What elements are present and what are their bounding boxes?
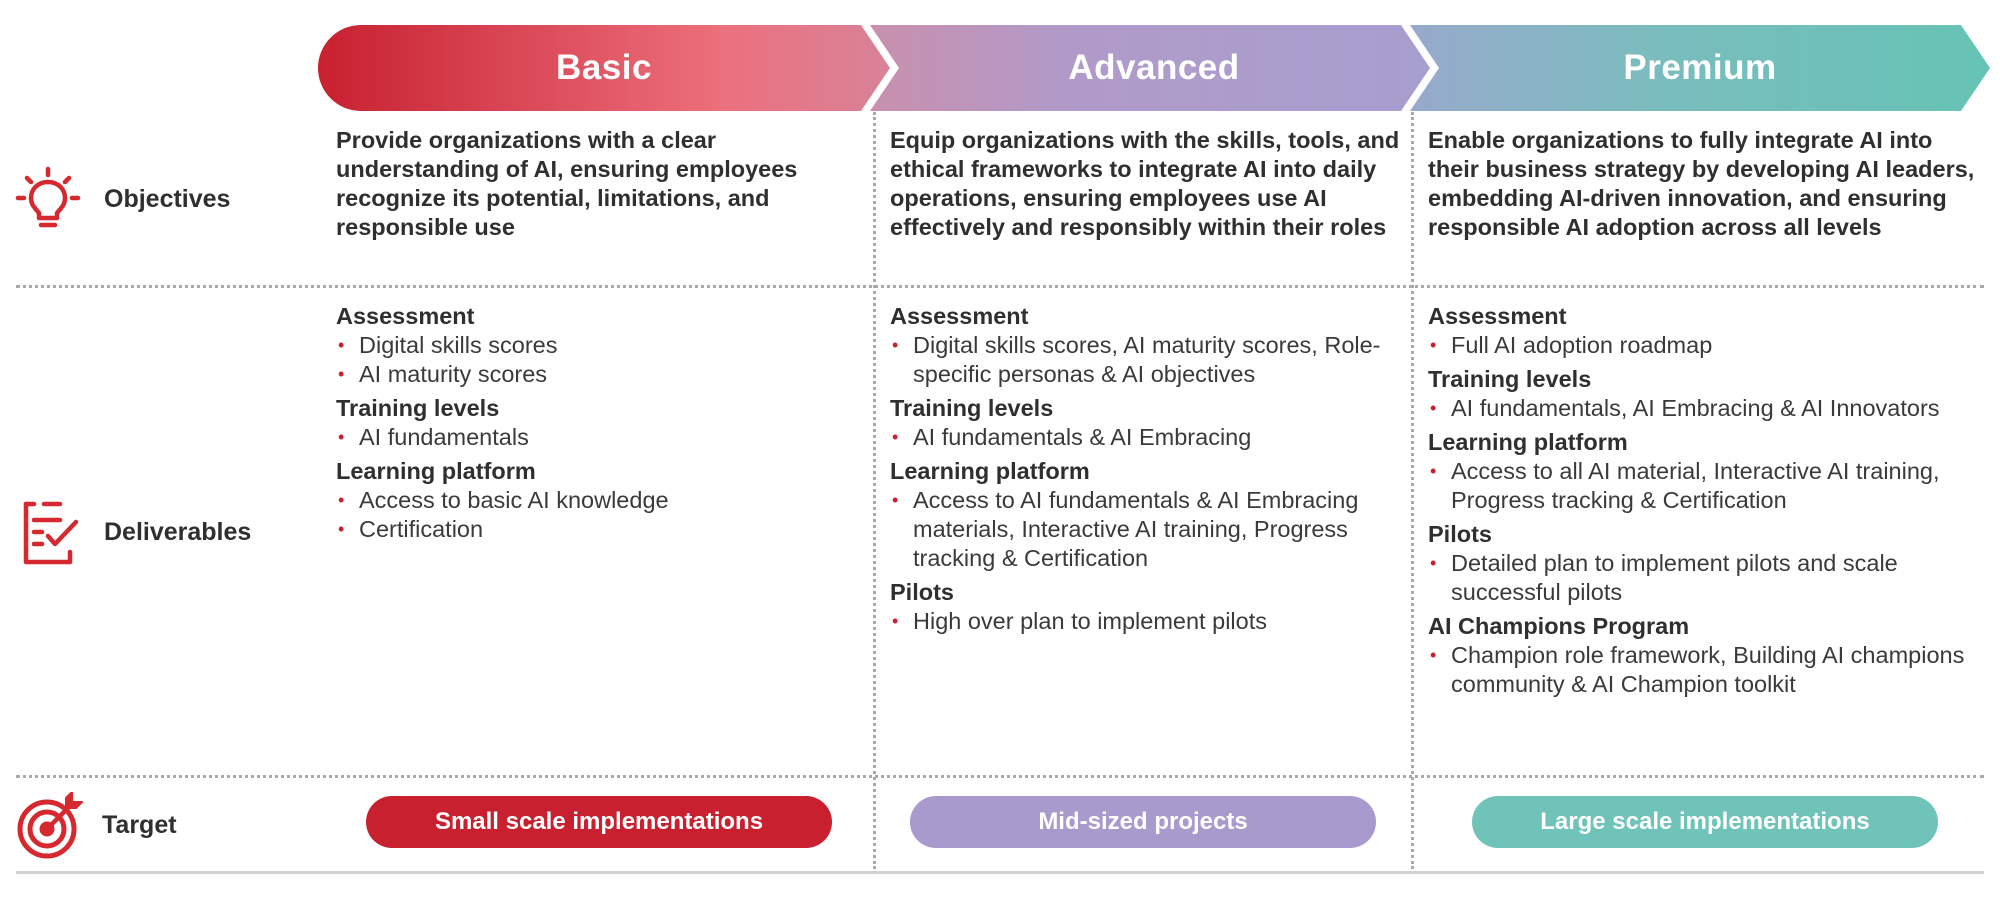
section-title: Training levels xyxy=(336,395,500,421)
row-label-target: Target xyxy=(102,811,177,839)
column-divider-basic-advanced xyxy=(873,112,876,869)
list-item: • High over plan to implement pilots xyxy=(890,607,1402,636)
list-item: • AI fundamentals, AI Embracing & AI Innovators xyxy=(1428,394,1983,423)
row-label-deliverables: Deliverables xyxy=(104,518,252,546)
target-pill-basic: Small scale implementations xyxy=(366,796,832,848)
checklist-icon xyxy=(16,500,84,568)
list-item: • Detailed plan to implement pilots and scale successful pilots xyxy=(1428,549,1983,607)
section-title: Pilots xyxy=(890,579,954,605)
section-title: Training levels xyxy=(1428,366,1592,392)
list-item: • AI fundamentals xyxy=(336,423,866,452)
section-title: Training levels xyxy=(890,395,1054,421)
deliverables-premium xyxy=(1428,302,1983,699)
column-divider-advanced-premium xyxy=(1411,112,1414,869)
objective-basic: Provide organizations with a clear understanding of AI, ensuring employees recognize its potential, limitations, and responsible use xyxy=(336,127,798,240)
list-item: • Full AI adoption roadmap xyxy=(1428,331,1983,360)
divider-objectives xyxy=(16,285,1984,288)
section-title: Pilots xyxy=(1428,521,1492,547)
section-title: Assessment xyxy=(890,303,1029,329)
tier-title-premium: Premium xyxy=(1623,48,1777,87)
section-title: Assessment xyxy=(336,303,475,329)
section-title: Learning platform xyxy=(890,458,1090,484)
section-title: Learning platform xyxy=(336,458,536,484)
list-item: • Access to basic AI knowledge xyxy=(336,486,866,515)
lightbulb-icon xyxy=(14,166,82,234)
tier-title-basic: Basic xyxy=(556,48,652,87)
list-item: • Champion role framework, Building AI champions community & AI Champion toolkit xyxy=(1428,641,1983,699)
objective-advanced: Equip organizations with the skills, tools, and ethical frameworks to integrate AI into daily operations, ensuring employees use AI effectively and responsibly within their roles xyxy=(890,127,1400,240)
row-label-objectives: Objectives xyxy=(104,185,231,213)
divider-deliverables xyxy=(16,775,1984,778)
list-item: • Certification xyxy=(336,515,866,544)
list-item: • AI fundamentals & AI Embracing xyxy=(890,423,1402,452)
list-item: • Access to all AI material, Interactive AI training, Progress tracking & Certification xyxy=(1428,457,1983,515)
target-pill-advanced: Mid-sized projects xyxy=(910,796,1376,848)
section-title: Learning platform xyxy=(1428,429,1628,455)
deliverables-advanced xyxy=(890,302,1402,636)
section-title: AI Champions Program xyxy=(1428,613,1690,639)
bottom-rule xyxy=(16,871,1984,874)
list-item: • Digital skills scores, AI maturity scores, Role-specific personas & AI objectives xyxy=(890,331,1402,389)
tier-title-advanced: Advanced xyxy=(1068,48,1240,87)
list-item: • Access to AI fundamentals & AI Embracing materials, Interactive AI training, Progress tracking & Certification xyxy=(890,486,1402,573)
list-item: • AI maturity scores xyxy=(336,360,866,389)
target-icon xyxy=(16,792,84,860)
objective-premium: Enable organizations to fully integrate AI into their business strategy by developing AI leaders, embedding AI-driven innovation, and ensuring responsible AI adoption across all levels xyxy=(1428,127,1975,240)
list-item: • Digital skills scores xyxy=(336,331,866,360)
deliverables-basic xyxy=(336,302,866,544)
section-title: Assessment xyxy=(1428,303,1567,329)
target-pill-premium: Large scale implementations xyxy=(1472,796,1938,848)
